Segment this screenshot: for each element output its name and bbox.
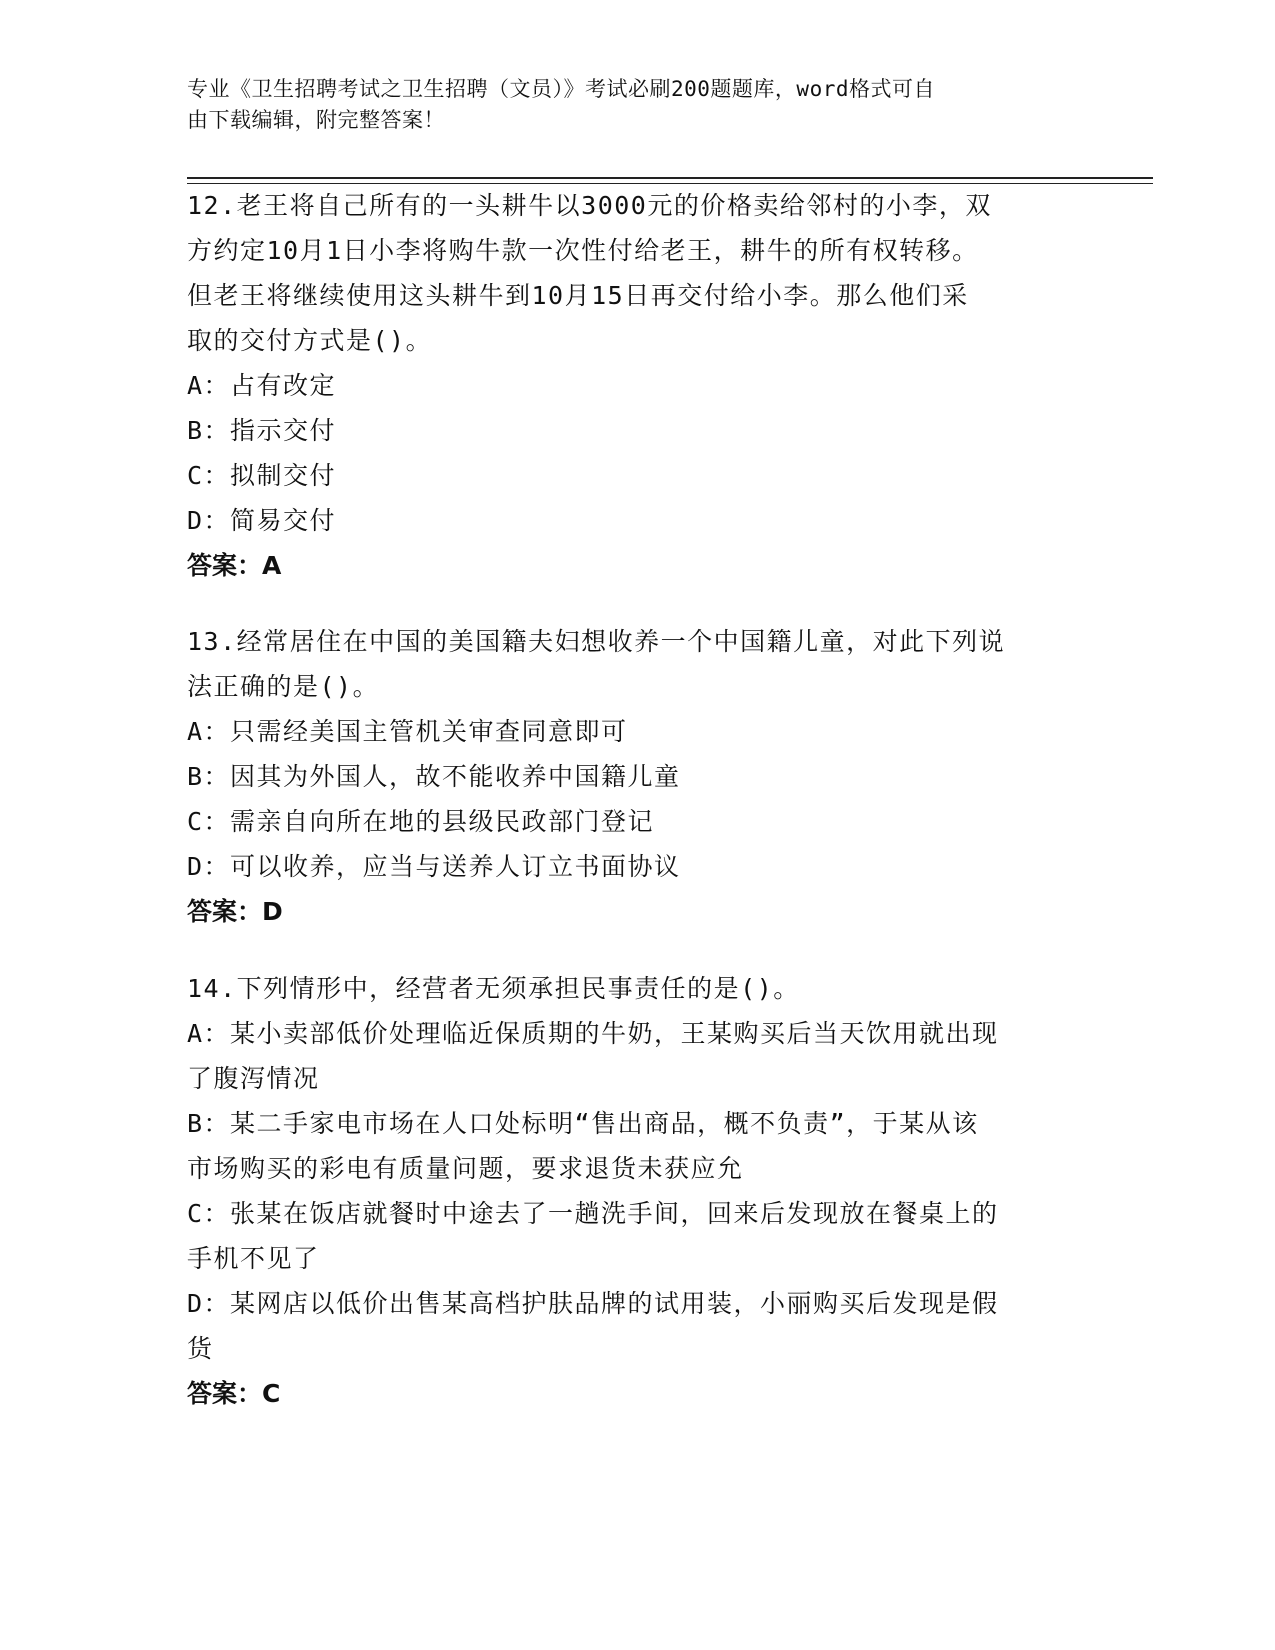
question-stem-line: 取的交付方式是()。 <box>187 326 433 355</box>
option-d: D：可以收养，应当与送养人订立书面协议 <box>187 852 681 881</box>
option-a: A：只需经美国主管机关审查同意即可 <box>187 717 628 746</box>
option-c: C：拟制交付 <box>187 461 337 490</box>
question-stem-line: 14.下列情形中，经营者无须承担民事责任的是()。 <box>187 974 800 1003</box>
document-header <box>187 74 1067 136</box>
option-b: B：指示交付 <box>187 416 337 445</box>
option-d: D：某网店以低价出售某高档护肤品牌的试用装，小丽购买后发现是假 <box>187 1289 999 1318</box>
option-a: A：占有改定 <box>187 371 337 400</box>
answer: 答案：D <box>187 897 283 926</box>
option-c-continued: 手机不见了 <box>187 1244 320 1273</box>
question-stem-line: 方约定10月1日小李将购牛款一次性付给老王，耕牛的所有权转移。 <box>187 236 979 265</box>
header-divider-thick <box>187 177 1153 179</box>
option-c: C：张某在饭店就餐时中途去了一趟洗手间，回来后发现放在餐桌上的 <box>187 1199 999 1228</box>
question-stem-line: 但老王将继续使用这头耕牛到10月15日再交付给小李。那么他们采 <box>187 281 969 310</box>
option-b: B：某二手家电市场在人口处标明“售出商品，概不负责”，于某从该 <box>187 1109 979 1138</box>
question-14 <box>187 966 1067 1416</box>
question-13 <box>187 619 1067 934</box>
question-stem-line: 13.经常居住在中国的美国籍夫妇想收养一个中国籍儿童，对此下列说 <box>187 627 1006 656</box>
option-b-continued: 市场购买的彩电有质量问题，要求退货未获应允 <box>187 1154 744 1183</box>
header-line-1: 专业《卫生招聘考试之卫生招聘（文员）》考试必刷200题题库，word格式可自 <box>187 77 935 101</box>
question-stem-line: 法正确的是()。 <box>187 672 380 701</box>
option-a-continued: 了腹泻情况 <box>187 1064 320 1093</box>
answer: 答案：C <box>187 1379 281 1408</box>
option-d-continued: 货 <box>187 1334 214 1363</box>
question-stem-line: 12.老王将自己所有的一头耕牛以3000元的价格卖给邻村的小李，双 <box>187 191 992 220</box>
header-line-2: 由下载编辑，附完整答案！ <box>187 108 445 132</box>
option-d: D：简易交付 <box>187 506 337 535</box>
option-c: C：需亲自向所在地的县级民政部门登记 <box>187 807 655 836</box>
option-b: B：因其为外国人，故不能收养中国籍儿童 <box>187 762 681 791</box>
question-12 <box>187 183 1067 588</box>
option-a: A：某小卖部低价处理临近保质期的牛奶，王某购买后当天饮用就出现 <box>187 1019 999 1048</box>
answer: 答案：A <box>187 551 282 580</box>
